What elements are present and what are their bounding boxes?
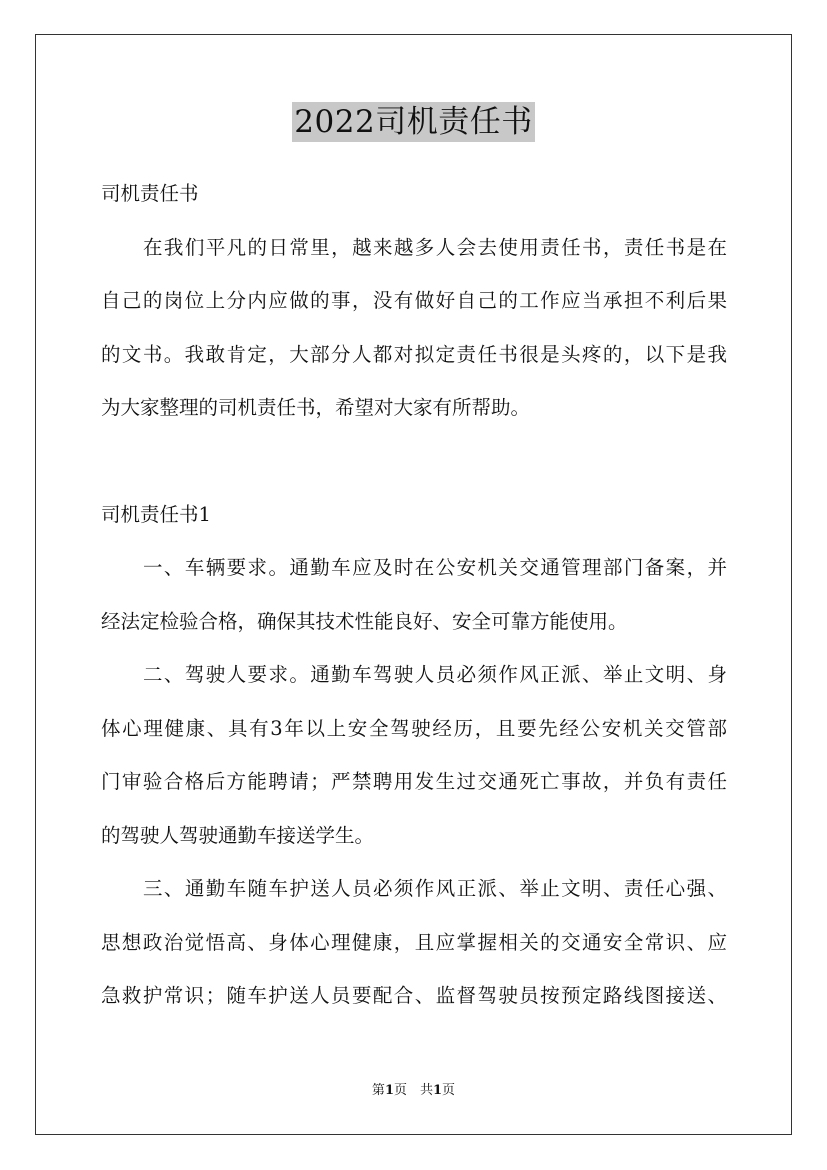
intro-line: 为大家整理的司机责任书，希望对大家有所帮助。 — [101, 396, 531, 419]
document-title: 2022司机责任书 — [294, 104, 533, 140]
section-heading: 司机责任书1 — [101, 502, 211, 526]
item-2-line: 门审验合格后方能聘请；严禁聘用发生过交通死亡事故，并负有责任 — [101, 770, 727, 793]
item-3-line: 三、通勤车随车护送人员必须作风正派、举止文明、责任心强、 — [143, 877, 727, 900]
item-2-line: 体心理健康、具有3年以上安全驾驶经历，且要先经公安机关交管部 — [101, 716, 727, 740]
item-2-line: 二、驾驶人要求。通勤车驾驶人员必须作风正派、举止文明、身 — [143, 663, 727, 686]
subtitle: 司机责任书 — [101, 182, 199, 205]
document-body — [101, 174, 727, 1030]
page-total: 1 — [433, 1083, 443, 1098]
page-suffix: 页 — [442, 1083, 456, 1098]
intro-line: 的文书。我敢肯定，大部分人都对拟定责任书很是头疼的，以下是我 — [101, 342, 727, 366]
intro-line: 自己的岗位上分内应做的事，没有做好自己的工作应当承担不利后果 — [101, 289, 727, 312]
item-3-line: 急救护常识；随车护送人员要配合、监督驾驶员按预定路线图接送、 — [101, 984, 727, 1007]
item-2-line: 的驾驶人驾驶通勤车接送学生。 — [101, 823, 375, 847]
item-3-line: 思想政治觉悟高、身体心理健康，且应掌握相关的交通安全常识、应 — [101, 930, 727, 954]
intro-line: 在我们平凡的日常里，越来越多人会去使用责任书，责任书是在 — [143, 235, 727, 259]
page-current: 1 — [384, 1083, 394, 1098]
paragraph-gap — [101, 442, 727, 495]
page-footer — [0, 1082, 827, 1100]
page-prefix: 第 — [371, 1083, 385, 1098]
item-1-line: 一、车辆要求。通勤车应及时在公安机关交通管理部门备案，并 — [143, 556, 727, 579]
item-1-line: 经法定检验合格，确保其技术性能良好、安全可靠方能使用。 — [101, 609, 628, 633]
title-container — [0, 102, 827, 142]
page-mid: 页 共 — [393, 1083, 433, 1098]
